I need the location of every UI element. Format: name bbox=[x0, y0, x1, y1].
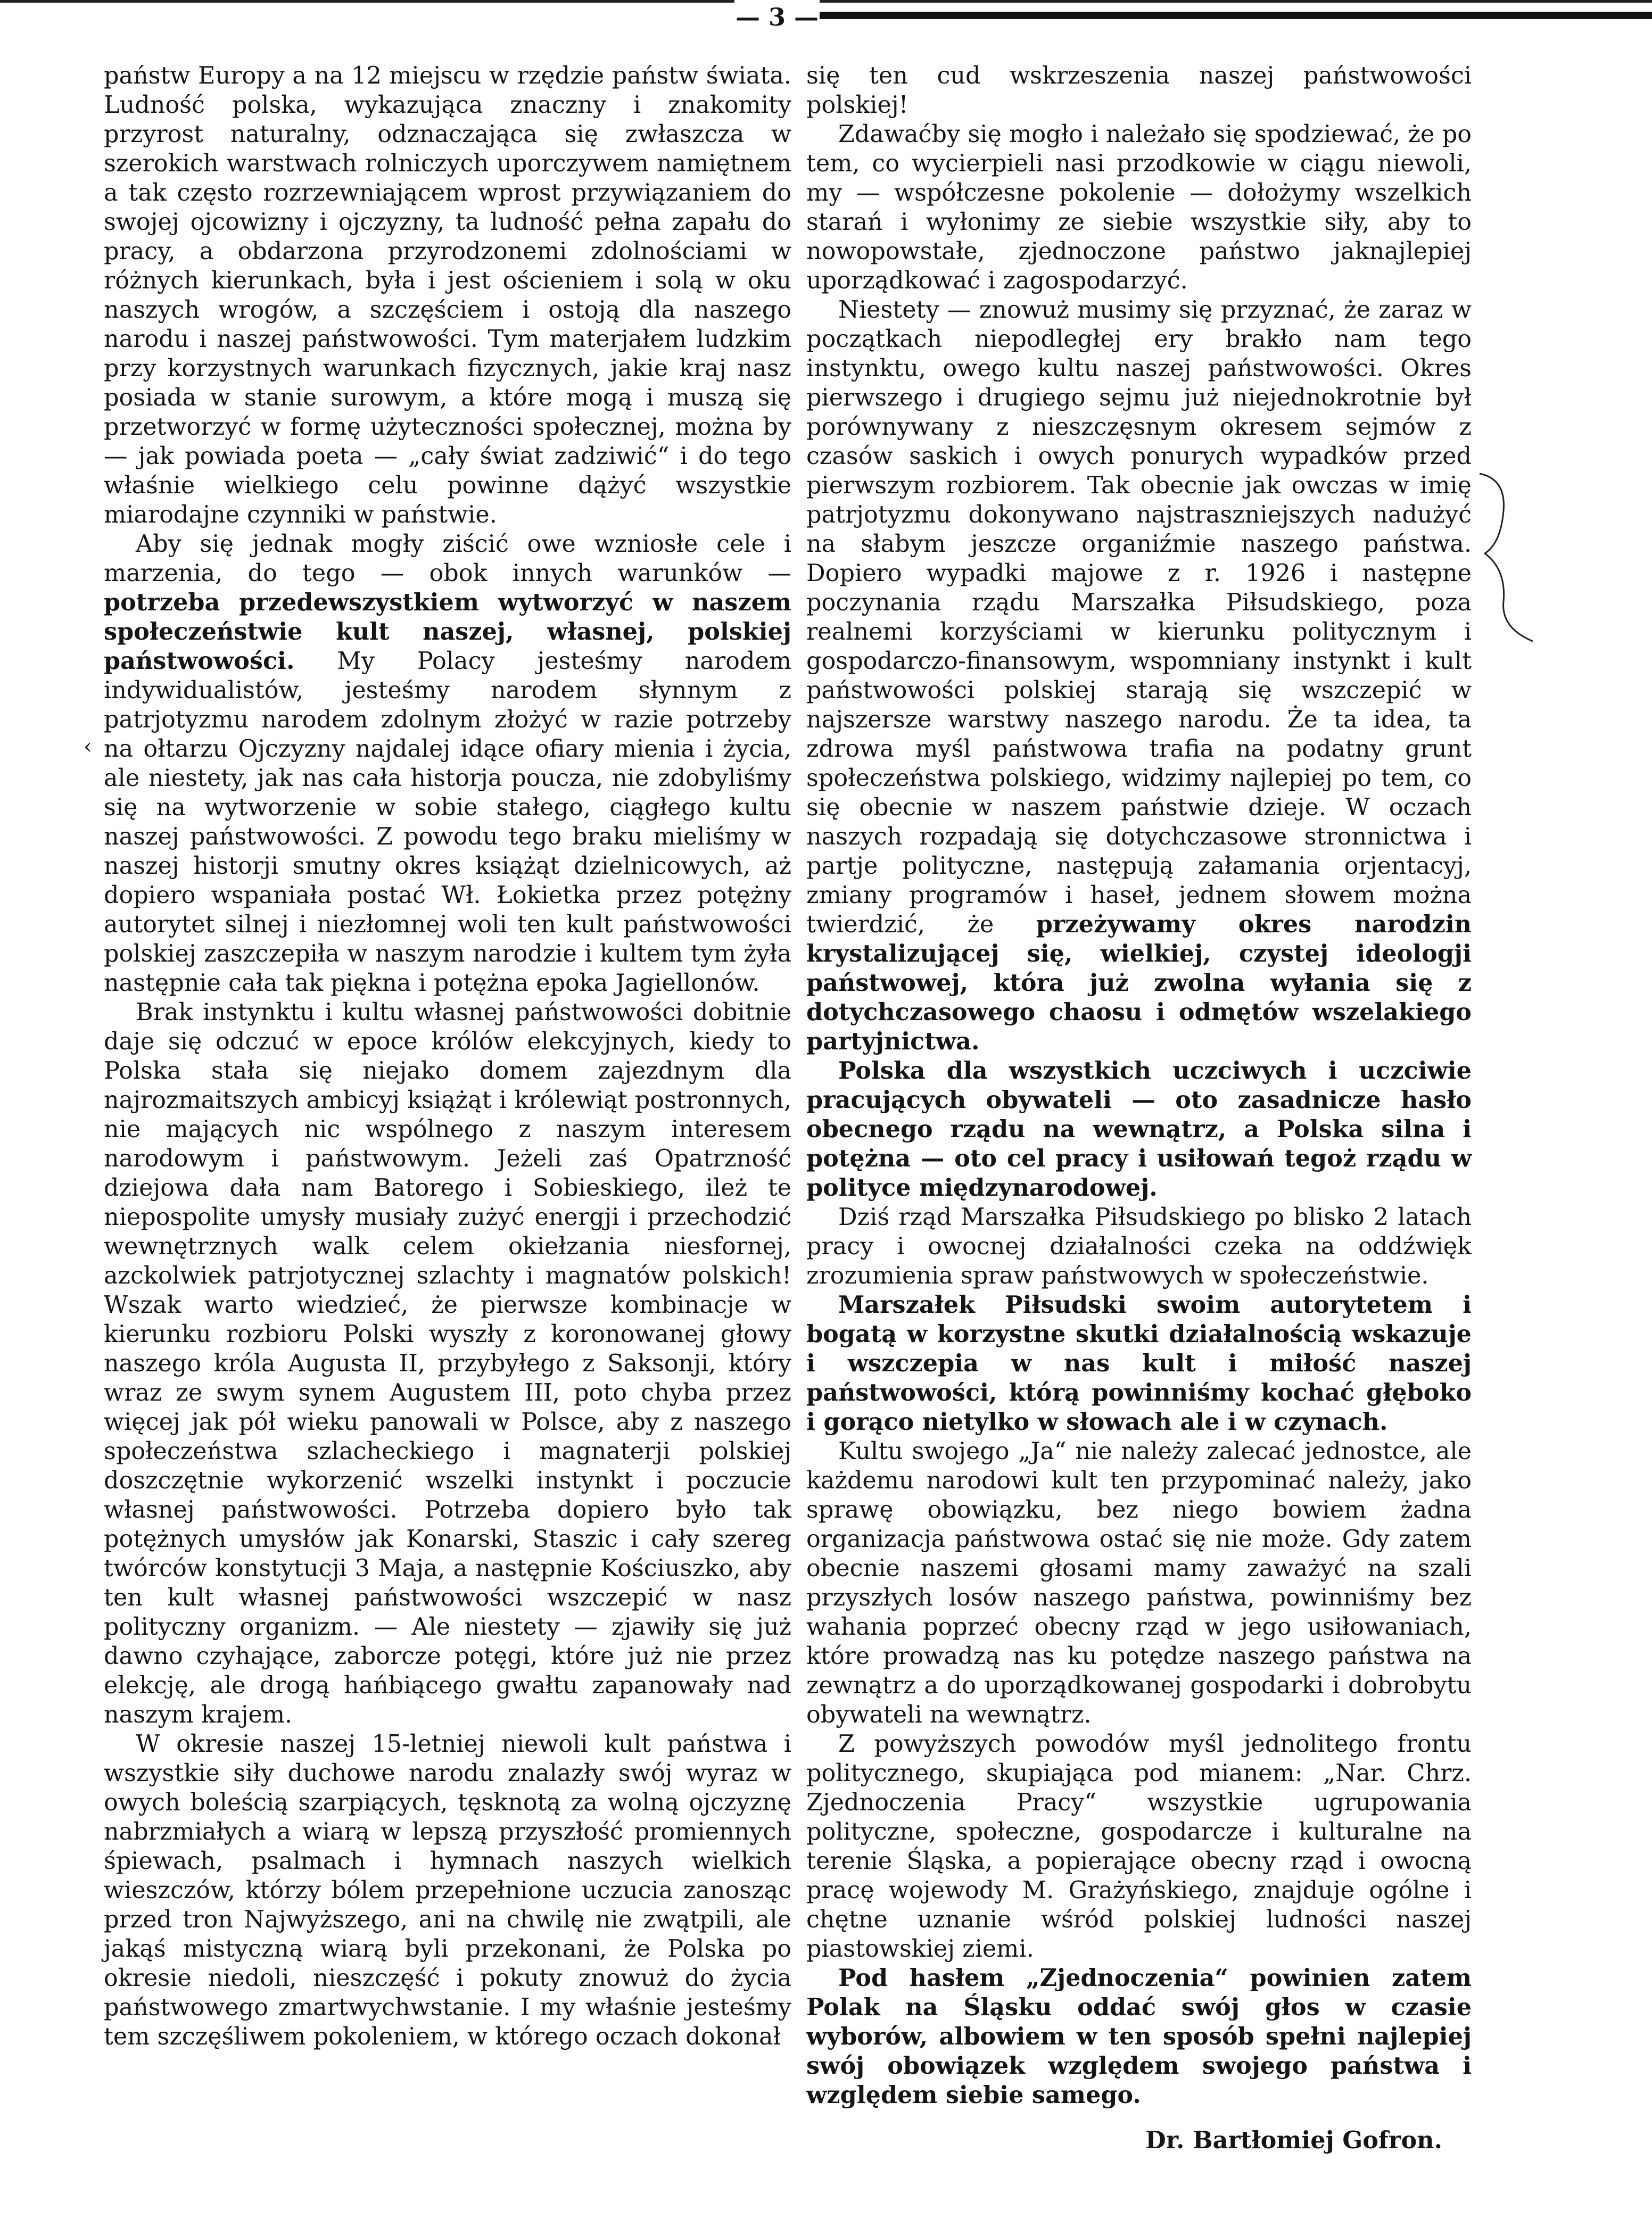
paragraph bbox=[806, 1964, 1472, 2110]
text-span: My Polacy jesteśmy narodem indywidualistów, jesteśmy narodem słynnym z patrjotyzmu narodem zdolnym złożyć w razie potrzeby na ołtarzu Ojczyzny najdalej idące ofiary mienia i życia, ale niestety, jak nas cała historja poucza, nie zdobyliśmy się na wytworzenie w sobie stałego, ciągłego kultu naszej państwowości. Z powodu tego braku mieliśmy w naszej historji smutny okres książąt dzielnicowych, aż dopiero wspaniała postać Wł. Łokietka przez potężny autorytet silnej i niezłomnej woli ten kult państwowości polskiej zaszczepiła w naszym narodzie i kultem tym żyła następnie cała tak piękna i potężna epoka Jagiellonów. bbox=[104, 648, 791, 997]
margin-bracket-annotation bbox=[1474, 468, 1538, 644]
header-rule bbox=[758, 12, 1652, 19]
paragraph bbox=[104, 998, 791, 1729]
paragraph bbox=[806, 1203, 1472, 1290]
bold-text-span: przeżywamy okres narodzin krystalizującej się, wielkiej, czystej ideologji państwowej, która już zwolna wyłania się z dotychczasowego chaosu i odmętów wszelakiego partyjnictwa. bbox=[806, 910, 1472, 1055]
left-column bbox=[104, 61, 791, 2051]
bold-text-span: Pod hasłem „Zjednoczenia“ powinien zatem Polak na Śląsku oddać swój głos w czasie wyborów, albowiem w ten sposób spełni najlepiej swój obowiązek względem swojego państwa i względem siebie samego. bbox=[806, 1964, 1472, 2109]
text-span: Kultu swojego „Ja“ nie należy zalecać jednostce, ale każdemu narodowi kult ten przypominać należy, jako sprawę obowiązku, bez niego bowiem żadna organizacja państwowa ostać się nie może. Gdy zatem obecnie naszemi głosami mamy zaważyć na szali przyszłych losów naszego państwa, powinniśmy bez wahania poprzeć obecny rząd w jego usiłowaniach, które prowadzą nas ku potędze naszego państwa na zewnątrz a do uporządkowanej gospodarki i dobrobytu obywateli na wewnątrz. bbox=[806, 1438, 1472, 1728]
text-span: Brak instynktu i kultu własnej państwowości dobitnie daje się odczuć w epoce królów elekcyjnych, kiedy to Polska stała się niejako domem zajezdnym dla najrozmaitszych ambicyj książąt i królewiąt postronnych, nie mających nic wspólnego z naszym interesem narodowym i państwowym. Jeżeli zaś Opatrzność dziejowa dała nam Batorego i Sobieskiego, ileż te niepospolite umysły musiały zużyć energji i przechodzić wewnętrznych walk celem okiełzania niesfornej, azckolwiek patrjotycznej szlachty i magnatów polskich! Wszak warto wiedzieć, że pierwsze kombinacje w kierunku rozbioru Polski wyszły z koronowanej głowy naszego króla Augusta II, przybyłego z Saksonji, który wraz ze swym synem Augustem III, poto chyba przez więcej jak pół wieku panowali w Polsce, aby z naszego społeczeństwa szlacheckiego i magnaterji polskiej doszczętnie wykorzenić wszelki instynkt i poczucie własnej państwowości. Potrzeba dopiero było tak potężnych umysłów jak Konarski, Staszic i cały szereg twórców konstytucji 3 Maja, a następnie Kościuszko, aby ten kult własnej państwowości wszczepić w nasz polityczny organizm. — Ale niestety — zjawiły się już dawno czyhające, zaborcze potęgi, które już nie przez elekcję, ale drogą hańbiącego gwałtu zapanowały nad naszym krajem. bbox=[104, 999, 791, 1728]
text-span: Niestety — znowuż musimy się przyznać, że zaraz w początkach niepodległej ery brakło nam tego instynktu, owego kultu naszej państwowości. Okres pierwszego i drugiego sejmu już niejednokrotnie był porównywany z nieszczęsnym okresem sejmów z czasów saskich i owych ponurych wypadków przed pierwszym rozbiorem. Tak obecnie jak owczas w imię patrjotyzmu dokonywano najstraszniejszych nadużyć na słabym jeszcze organiźmie naszego państwa. Dopiero wypadki majowe z r. 1926 i następne poczynania rządu Marszałka Piłsudskiego, poza realnemi korzyściami w kierunku politycznym i gospodarczo-finansowym, wspomniany instynkt i kult państwowości polskiej starają się wszczepić w najszersze warstwy naszego narodu. Że ta idea, ta zdrowa myśl państwowa trafia na podatny grunt społeczeństwa polskiego, widzimy najlepiej po tem, co się obecnie w naszem państwie dzieje. W oczach naszych rozpadają się dotychczasowe stronnictwa i partje polityczne, następują załamania orjentacyj, zmiany programów i haseł, jednem słowem można twierdzić, że bbox=[806, 296, 1472, 938]
bold-text-span: Polska dla wszystkich uczciwych i uczciwie pracujących obywateli — oto zasadnicze hasło obecnego rządu na wewnątrz, a Polska silna i potężna — oto cel pracy i usiłowań tegoż rządu w polityce międzynarodowej. bbox=[806, 1057, 1472, 1202]
paragraph bbox=[806, 295, 1472, 1056]
text-span: Z powyższych powodów myśl jednolitego frontu politycznego, skupiająca pod mianem: „Nar. Chrz. Zjednoczenia Pracy“ wszystkie ugrupowania polityczne, społeczne, gospodarcze i kulturalne na terenie Śląska, a popierające obecny rząd i owocną pracę wojewody M. Grażyńskiego, znajduje ogólne i chętne uznanie wśród polskiej ludności naszej piastowskiej ziemi. bbox=[806, 1731, 1472, 1963]
text-span: Dziś rząd Marszałka Piłsudskiego po blisko 2 latach pracy i owocnej działalności czeka na oddźwięk zrozumienia spraw państwowych w społeczeństwie. bbox=[806, 1204, 1472, 1289]
paragraph bbox=[104, 529, 791, 998]
paragraph bbox=[806, 1290, 1472, 1437]
paragraph bbox=[806, 1437, 1472, 1729]
paragraph bbox=[806, 1056, 1472, 1203]
paragraph bbox=[806, 61, 1472, 120]
text-span: W okresie naszej 15-letniej niewoli kult państwa i wszystkie siły duchowe narodu znalazły swój wyraz w owych boleścią szarpiących, tęsknotą za wolną ojczyznę nabrzmiałych a wiarą w lepszą przyszłość promiennych śpiewach, psalmach i hymnach naszych wielkich wieszczów, którzy bólem przepełnione uczucia zanosząc przed tron Najwyższego, ani na chwilę nie zwątpili, ale jakąś mistyczną wiarą byli przekonani, że Polska po okresie niedoli, nieszczęść i pokuty znowuż do życia państwowego zmartwychwstanie. I my właśnie jesteśmy tem szczęśliwem pokoleniem, w którego oczach dokonał bbox=[104, 1731, 791, 2050]
top-border-line bbox=[0, 0, 1652, 3]
text-span: się ten cud wskrzeszenia naszej państwowości polskiej! bbox=[806, 62, 1472, 119]
paragraph bbox=[806, 1729, 1472, 1964]
page-number: — 3 — bbox=[734, 0, 820, 34]
paragraph bbox=[104, 1729, 791, 2051]
author-signature: Dr. Bartłomiej Gofron. bbox=[1145, 2126, 1442, 2154]
right-column bbox=[806, 61, 1472, 2155]
text-span: państw Europy a na 12 miejscu w rzędzie państw świata. Ludność polska, wykazująca znaczny i znakomity przyrost naturalny, odznaczająca się zwłaszcza w szerokich warstwach rolniczych uporczywem namiętnem a tak często rozrzewniającem wprost przywiązaniem do swojej ojcowizny i ojczyzny, ta ludność pełna zapału do pracy, a obdarzona przyrodzonemi zdolnościami w różnych kierunkach, była i jest ościeniem i solą w oku naszych wrogów, a szczęściem i ostoją dla naszego narodu i naszej państwowości. Tym materjałem ludzkim przy korzystnych warunkach fizycznych, jakie kraj nasz posiada w stanie surowym, a które mogą i muszą się przetworzyć w formę użyteczności społecznej, można by — jak powiada poeta — „cały świat zadziwić“ i do tego właśnie wielkiego celu powinne dążyć wszystkie miarodajne czynniki w państwie. bbox=[104, 62, 791, 528]
margin-mark: ‹ bbox=[84, 734, 92, 759]
text-span: Zdawaćby się mogło i należało się spodziewać, że po tem, co wycierpieli nasi przodkowie w ciągu niewoli, my — współczesne pokolenie — dołożymy wszelkich starań i wyłonimy ze siebie wszystkie siły, aby to nowopowstałe, zjednoczone państwo jaknajlepiej uporządkować i zagospodarzyć. bbox=[806, 121, 1472, 294]
paragraph bbox=[104, 61, 791, 529]
paragraph bbox=[806, 120, 1472, 295]
bold-text-span: Marszałek Piłsudski swoim autorytetem i bogatą w korzystne skutki działalnością wskazuje i wszczepia w nas kult i miłość naszej państwowości, którą powinniśmy kochać głęboko i gorąco nietylko w słowach ale i w czynach. bbox=[806, 1291, 1472, 1436]
bold-text-span: potrzeba przedewszystkiem wytworzyć w naszem społeczeństwie kult naszej, własnej, polskiej państwowości. bbox=[104, 589, 791, 675]
text-span: Aby się jednak mogły ziścić owe wzniosłe cele i marzenia, do tego — obok innych warunków — bbox=[104, 531, 791, 587]
